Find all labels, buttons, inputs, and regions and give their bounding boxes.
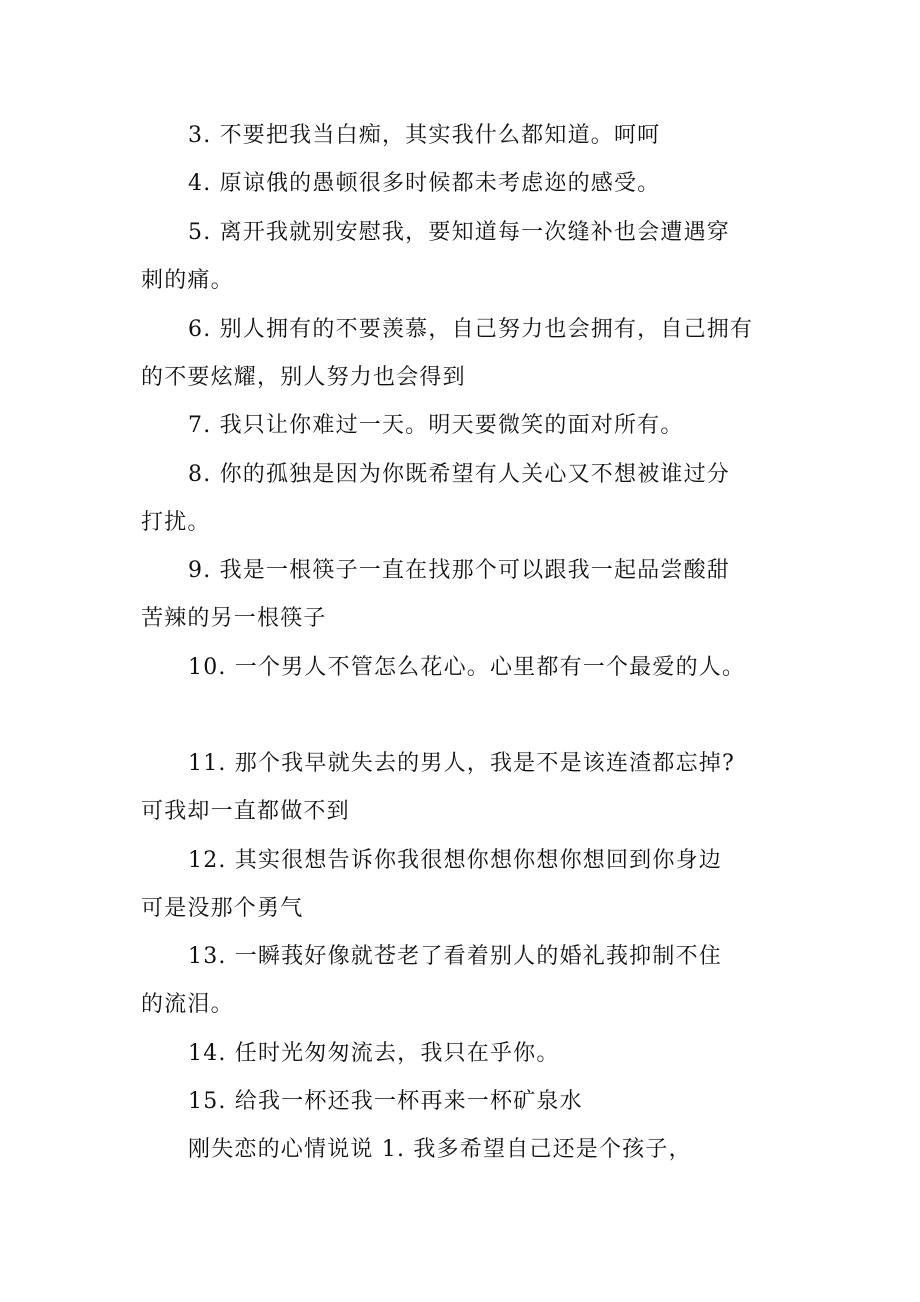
text-line-5: 5. 离开我就别安慰我，要知道每一次缝补也会遭遇穿 <box>188 220 730 245</box>
text-line-8: 8. 你的孤独是因为你既希望有人关心又不想被谁过分 <box>188 462 730 487</box>
text-line-12: 12. 其实很想告诉你我很想你想你想你想回到你身边 <box>188 848 722 873</box>
text-line-3: 3. 不要把我当白痴，其实我什么都知道。呵呵 <box>188 123 661 148</box>
text-line-13-cont: 的流泪。 <box>141 992 234 1017</box>
text-line-14: 14. 任时光匆匆流去，我只在乎你。 <box>188 1041 560 1066</box>
text-line-15: 15. 给我一杯还我一杯再来一杯矿泉水 <box>188 1089 583 1114</box>
text-line-11: 11. 那个我早就失去的男人，我是不是该连渣都忘掉? <box>188 751 735 776</box>
text-line-10: 10. 一个男人不管怎么花心。心里都有一个最爱的人。 <box>188 655 746 680</box>
text-line-9-cont: 苦辣的另一根筷子 <box>141 606 327 631</box>
text-line-6-cont: 的不要炫耀，别人努力也会得到 <box>141 365 466 390</box>
text-line-13: 13. 一瞬莪好像就苍老了看着别人的婚礼莪抑制不住 <box>188 944 722 969</box>
text-line-9: 9. 我是一根筷子一直在找那个可以跟我一起品尝酸甜 <box>188 558 730 583</box>
text-line-4: 4. 原谅俄的愚顿很多时候都未考虑迩的感受。 <box>188 171 661 196</box>
text-line-6: 6. 别人拥有的不要羡慕，自己努力也会拥有，自己拥有 <box>188 317 754 342</box>
text-line-7: 7. 我只让你难过一天。明天要微笑的面对所有。 <box>188 413 684 438</box>
text-line-section-heading: 刚失恋的心情说说 1. 我多希望自己还是个孩子， <box>188 1137 692 1162</box>
text-line-8-cont: 打扰。 <box>141 510 211 535</box>
text-line-11-cont: 可我却一直都做不到 <box>141 799 350 824</box>
text-line-5-cont: 刺的痛。 <box>141 268 234 293</box>
text-line-12-cont: 可是没那个勇气 <box>141 896 304 921</box>
